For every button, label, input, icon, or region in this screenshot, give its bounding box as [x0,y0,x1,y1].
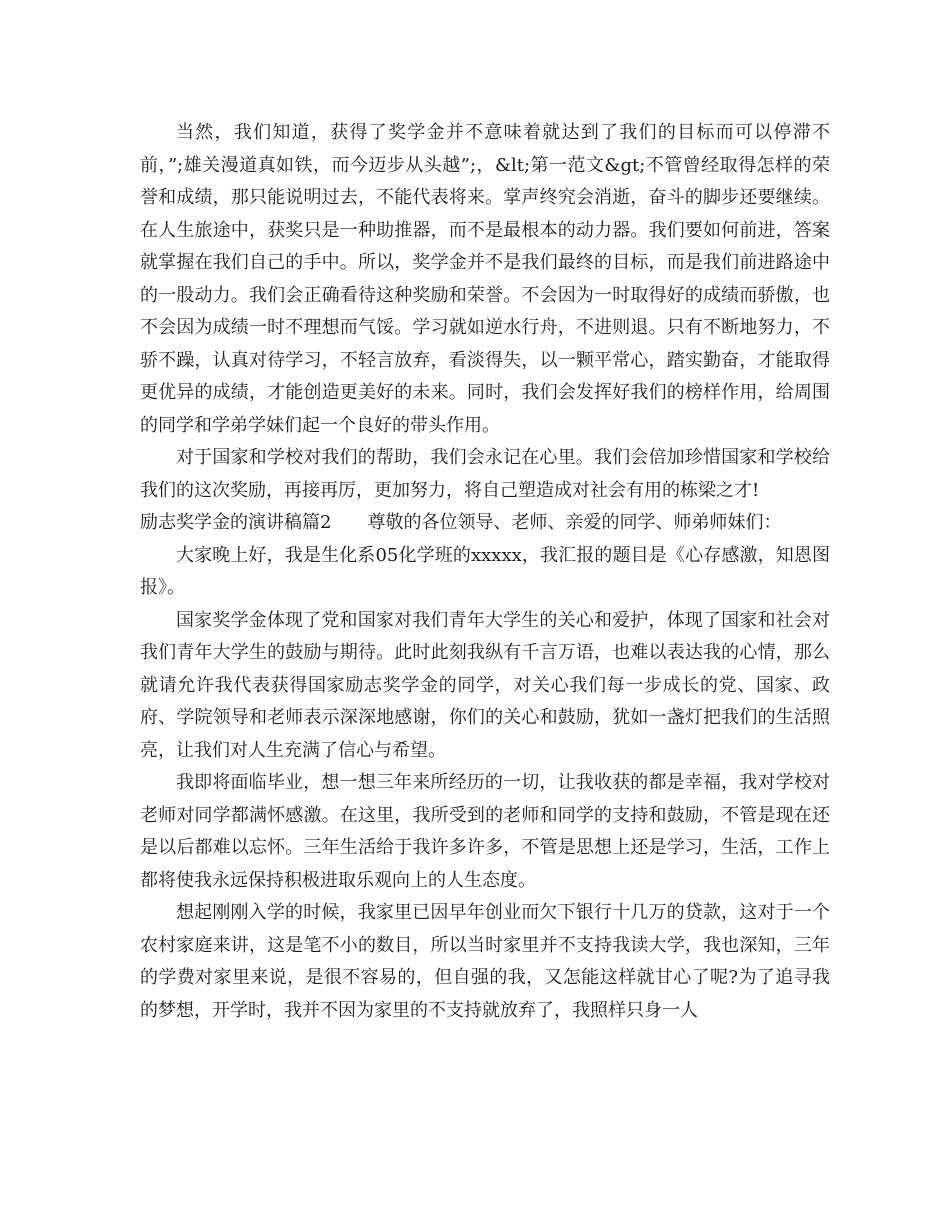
paragraph-enrollment-story: 想起刚刚入学的时候，我家里已因早年创业而欠下银行十几万的贷款，这对于一个农村家庭来讲，这是笔不小的数目，所以当时家里并不支持我读大学，我也深知，三年的学费对家里来说，是很不容易的，但自强的我，又怎能这样就甘心了呢?为了追寻我的梦想，开学时，我并不因为家里的不支持就放弃了，我照样只身一人 [140,902,830,1021]
paragraph-national-scholarship: 国家奖学金体现了党和国家对我们青年大学生的关心和爱护，体现了国家和社会对我们青年大学生的鼓励与期待。此时此刻我纵有千言万语，也难以表达我的心情，那么就请允许我代表获得国家励志奖学金的同学，对关心我们每一步成长的党、国家、政府、学院领导和老师表示深深地感谢，你们的关心和鼓励，犹如一盏灯把我们的生活照亮，让我们对人生充满了信心与希望。 [140,609,830,761]
paragraph-gratitude-country-school: 对于国家和学校对我们的帮助，我们会永记在心里。我们会倍加珍惜国家和学校给我们的这次奖励，再接再厉，更加努力，将自己塑造成对社会有用的栋梁之才! [140,447,830,501]
section-heading-line [140,507,830,540]
document-body [140,117,830,1027]
paragraph-graduation: 我即将面临毕业，想一想三年来所经历的一切，让我收获的都是幸福，我对学校对老师对同学都满怀感激。在这里，我所受到的老师和同学的支持和鼓励，不管是现在还是以后都难以忘怀。三年生活给于我许多许多，不管是思想上还是学习，生活，工作上都将使我永远保持积极进取乐观向上的人生态度。 [140,772,830,891]
paragraph-greeting: 大家晚上好，我是生化系05化学班的xxxxx，我汇报的题目是《心存感激，知恩图报》。 [140,544,830,598]
paragraph-scholarship-meaning: 当然，我们知道，获得了奖学金并不意味着就达到了我们的目标而可以停滞不前，”;雄关漫道真如铁，而今迈步从头越”;，&lt;第一范文&gt;不管曾经取得怎样的荣誉和成绩，那只能说明过去，不能代表将来。掌声终究会消逝，奋斗的脚步还要继续。在人生旅途中，获奖只是一种助推器，而不是最根本的动力器。我们要如何前进，答案就掌握在我们自己的手中。所以，奖学金并不是我们最终的目标，而是我们前进路途中的一股动力。我们会正确看待这种奖励和荣誉。不会因为一时取得好的成绩而骄傲，也不会因为成绩一时不理想而气馁。学习就如逆水行舟，不进则退。只有不断地努力，不骄不躁，认真对待学习，不轻言放弃，看淡得失，以一颗平常心，踏实勤奋，才能取得更优异的成绩，才能创造更美好的未来。同时，我们会发挥好我们的榜样作用，给周围的同学和学弟学妹们起一个良好的带头作用。 [140,122,830,436]
section-title: 励志奖学金的演讲稿篇2 [140,512,332,533]
salutation: 尊敬的各位领导、老师、亲爱的同学、师弟师妹们： [367,512,782,533]
